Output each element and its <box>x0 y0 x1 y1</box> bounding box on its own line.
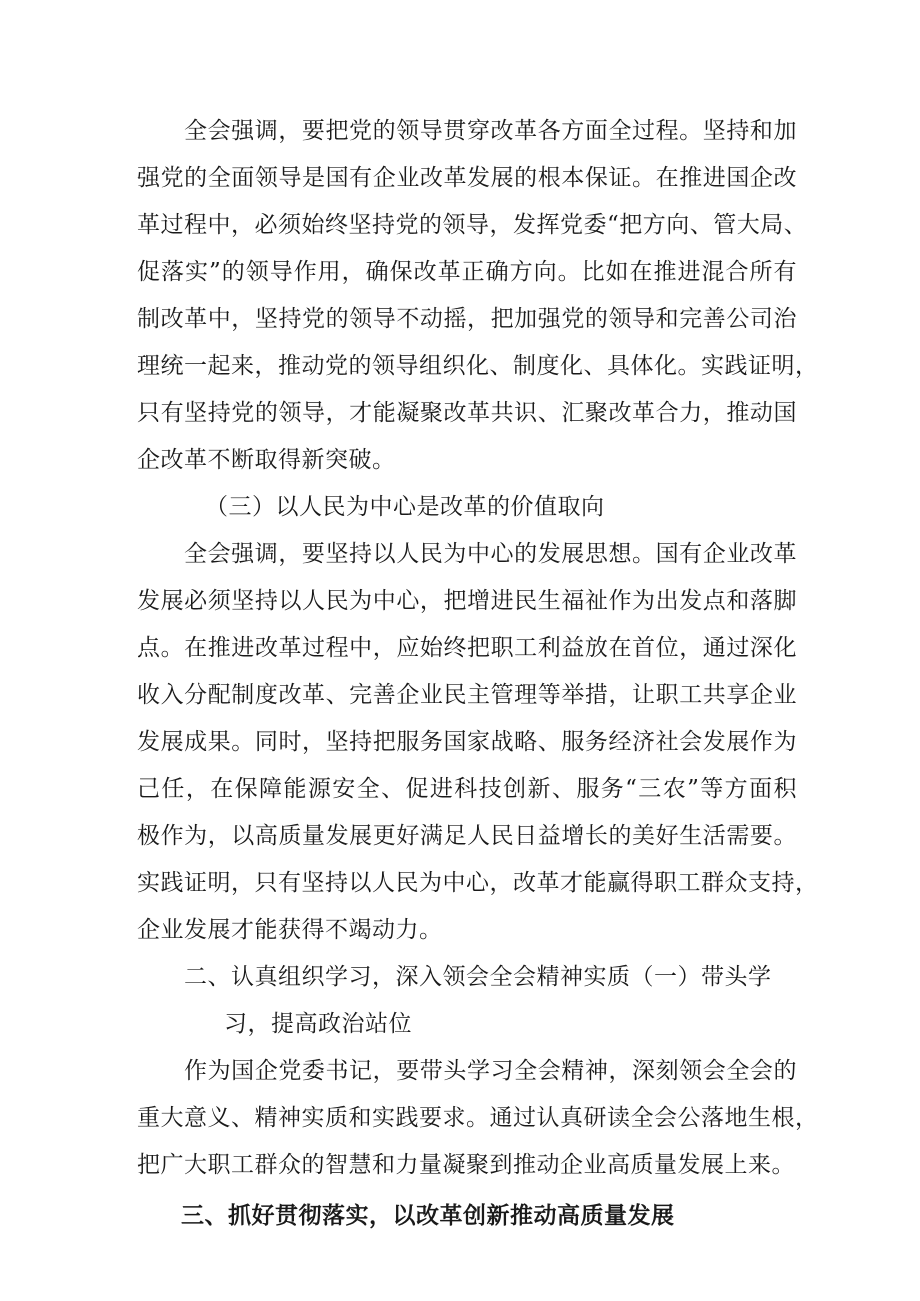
paragraph-line: 只有坚持党的领导，才能凝聚改革共识、汇聚改革合力，推动国 <box>137 400 797 426</box>
paragraph-line: 强党的全面领导是国有企业改革发展的根本保证。在推进国企改 <box>137 165 797 191</box>
section-heading-three: 三、抓好贯彻落实，以改革创新推动高质量发展 <box>181 1203 675 1229</box>
paragraph-line: 理统一起来，推动党的领导组织化、制度化、具体化。实践证明， <box>137 353 819 379</box>
paragraph-line: 革过程中，必须始终坚持党的领导，发挥党委“把方向、管大局、 <box>137 212 808 238</box>
paragraph-line: 己任，在保障能源安全、促进科技创新、服务“三农”等方面积 <box>137 776 797 802</box>
paragraph-line: 制改革中，坚持党的领导不动摇，把加强党的领导和完善公司治 <box>137 306 797 332</box>
section-heading-two: 二、认真组织学习，深入领会全会精神实质（一）带头学 <box>184 964 772 990</box>
paragraph-line: 点。在推进改革过程中，应始终把职工利益放在首位，通过深化 <box>137 635 797 661</box>
paragraph-line: 企改革不断取得新突破。 <box>137 447 396 473</box>
section-heading-two-continued: 习，提高政治站位 <box>224 1011 412 1037</box>
paragraph-line: 发展必须坚持以人民为中心，把增进民生福祉作为出发点和落脚 <box>137 588 797 614</box>
paragraph-line: 收入分配制度改革、完善企业民主管理等举措，让职工共享企业 <box>137 682 797 708</box>
subheading-people-centered: （三）以人民为中心是改革的价值取向 <box>205 494 605 520</box>
paragraph-line: 企业发展才能获得不竭动力。 <box>137 917 443 943</box>
paragraph-line: 重大意义、精神实质和实践要求。通过认真研读全会公落地生根， <box>137 1105 819 1131</box>
paragraph-line: 发展成果。同时，坚持把服务国家战略、服务经济社会发展作为 <box>137 729 797 755</box>
paragraph-line: 极作为，以高质量发展更好满足人民日益增长的美好生活需要。 <box>137 823 797 849</box>
paragraph-line: 作为国企党委书记，要带头学习全会精神，深刻领会全会的 <box>184 1058 797 1084</box>
paragraph-line: 实践证明，只有坚持以人民为中心，改革才能赢得职工群众支持， <box>137 870 819 896</box>
paragraph-line: 全会强调，要把党的领导贯穿改革各方面全过程。坚持和加 <box>184 118 797 144</box>
paragraph-line: 促落实”的领导作用，确保改革正确方向。比如在推进混合所有 <box>137 259 797 285</box>
paragraph-line: 全会强调，要坚持以人民为中心的发展思想。国有企业改革 <box>184 541 797 567</box>
paragraph-line: 把广大职工群众的智慧和力量凝聚到推动企业高质量发展上来。 <box>137 1152 795 1178</box>
